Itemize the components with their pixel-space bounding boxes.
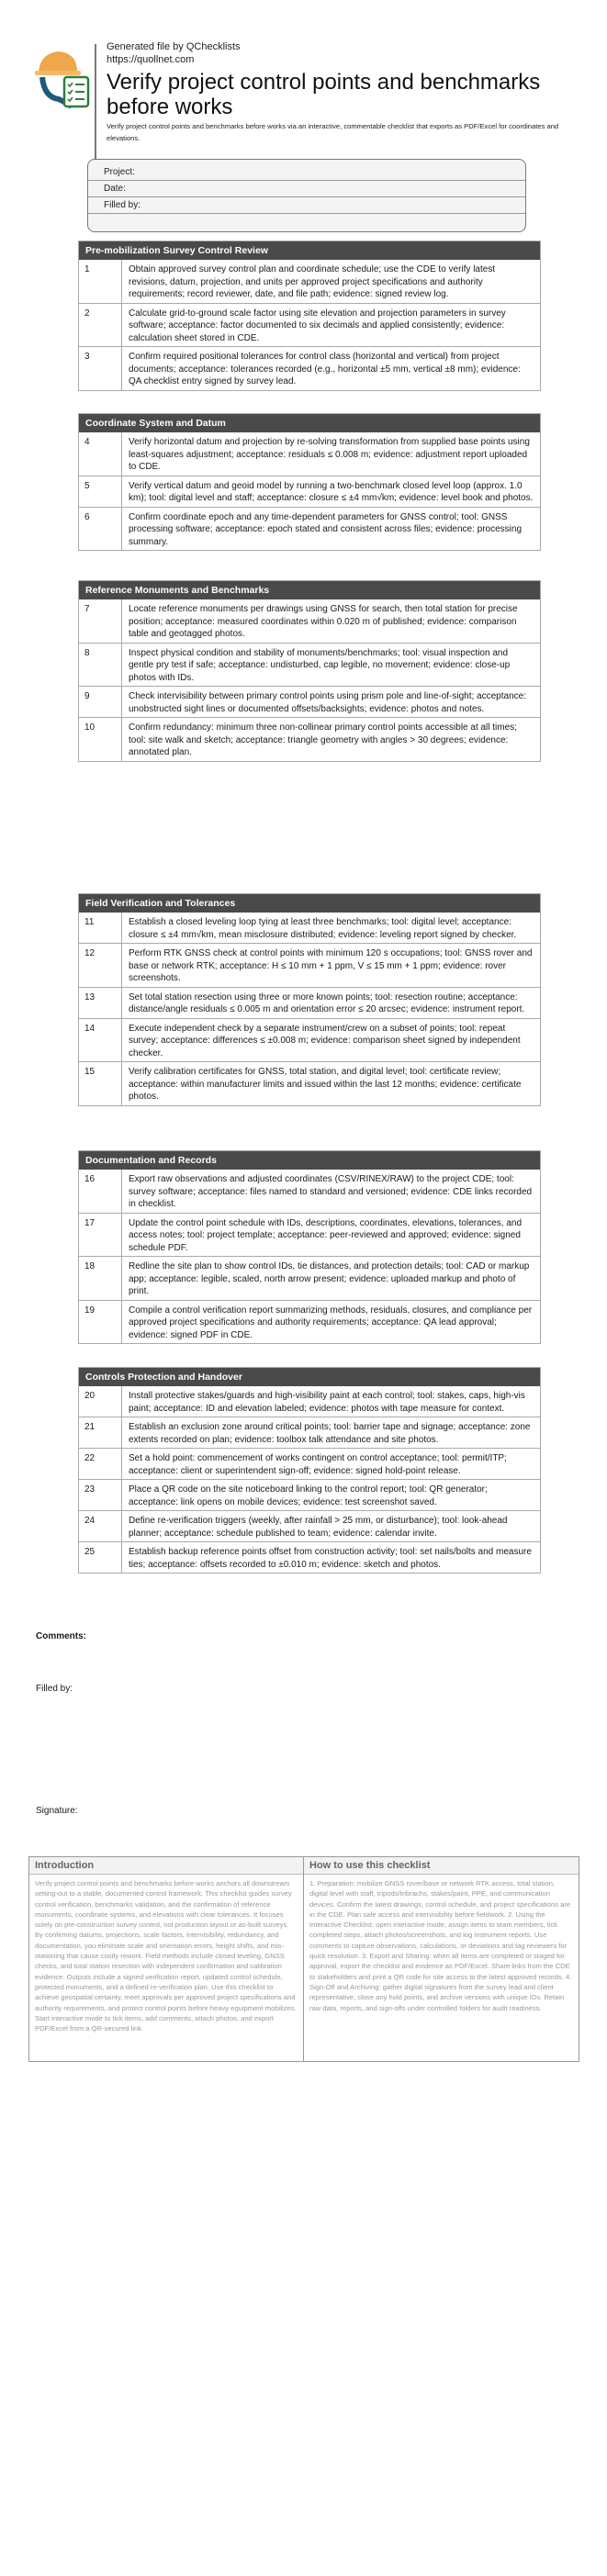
item-text: Obtain approved survey control plan and coordinate schedule; use the CDE to verify latest revisions, datum, projection, and units per approved project specifications and authority requirements; record reviewer, date, and file path; evidence: signed review log. [129,264,496,299]
checklist-item[interactable] [79,643,540,687]
item-number: 2 [79,304,122,347]
item-text: Calculate grid-to-ground scale factor using site elevation and projection parameters in survey software; acceptance: factor documented to six decimals and applied consistently; evidence: calculation sheet stored in CDE. [129,308,506,343]
how-to-body: 1. Preparation: mobilize GNSS rover/base or network RTK access, total station, digital level with staff, tripods/tribrachs, stakes/paint, PPE, and communication devices. Confirm the latest drawings, control schedule, and project specifications are in the CDE. Plan safe access and intervisibility before fieldwork. 2. Using the Interactive Checklist: open interactive mode, assign items to team members, tick completed steps, attach photos/screenshots, and log instrument reports. Use comments to capture observations, calculations, or deviations and tag reviewers for quick resolution. 3. Export and Sharing: when all items are completed or staged for approval, export the checklist and evidence as PDF/Excel. Share links from the CDE to stakeholders and print a QR code for site access to the latest approved records. 4. Sign-Off and Archiving: gather digital signatures from the survey lead and client representative, close any hold points, and archive versions with unique IDs. Retain raw data, reports, and sign-offs under controlled folders for audit readiness. [309,1879,572,2012]
comments-label: Comments: [36,1631,87,1641]
item-text: Establish an exclusion zone around critical points; tool: barrier tape and signage; acceptance: zone extents recorded on plan; evidence: toolbox talk attendance and site photos. [129,1422,531,1445]
checklist-item[interactable] [79,432,540,476]
checklist-item[interactable] [79,686,540,717]
item-number: 18 [79,1257,122,1300]
item-number: 22 [79,1449,122,1479]
checklist-item[interactable] [79,913,540,943]
item-text: Verify calibration certificates for GNSS, total station, and digital level; tool: certificate review; acceptance: within manufacturer limits and issued within the last 12 months; evidence: certificate photos. [129,1067,522,1102]
checklist-section [78,1150,541,1344]
signature-label: Signature: [36,1806,78,1816]
checklist-section [78,241,541,391]
item-number: 20 [79,1386,122,1417]
item-text: Verify vertical datum and geoid model by running a two-benchmark closed level loop (approx. 1.0 km); tool: digital level and staff; acceptance: closure ≤ ±4 mm√km; evidence: level book and photos. [129,480,534,503]
item-text: Confirm coordinate epoch and any time-dependent parameters for GNSS control; tool: GNSS processing software; acceptance: epoch stated and consistent across files; evidence: processing summary. [129,511,523,547]
item-text: Update the control point schedule with IDs, descriptions, coordinates, elevations, tolerances, and access notes; tool: project template; acceptance: peer-reviewed and approved; evidence: signed schedule PDF. [129,1217,523,1253]
hardhat-checklist-logo-icon [31,46,96,110]
source-url-link[interactable]: https://quollnet.com [107,54,195,65]
date-label: Date: [104,184,126,194]
item-number: 11 [79,913,122,943]
checklist-item[interactable] [79,599,540,643]
item-number: 21 [79,1417,122,1448]
checklist-item[interactable] [79,1417,540,1448]
item-text: Export raw observations and adjusted coordinates (CSV/RINEX/RAW) to the project CDE; tool: survey software; acceptance: files named to standard and versioned; evidence: CDE links recorded in checklist. [129,1174,533,1209]
item-text: Place a QR code on the site noticeboard linking to the control report; tool: QR generator; acceptance: link opens on mobile devices; evidence: test screenshot saved. [129,1484,488,1507]
item-number: 5 [79,476,122,507]
item-text: Define re-verification triggers (weekly, after rainfall > 25 mm, or disturbance); tool: look-ahead planner; acceptance: schedule published to team; evidence: calendar invite. [129,1516,508,1539]
info-panel [28,1856,579,2062]
item-number: 15 [79,1062,122,1105]
item-text: Set total station resection using three or more known points; tool: resection routine; acceptance: distance/angle residuals ≤ 0.005 m and orientation error ≤ 20 arcsec; evidence: instrument report. [129,991,525,1014]
item-number: 23 [79,1480,122,1510]
checklist-item[interactable] [79,1479,540,1510]
item-text: Perform RTK GNSS check at control points with minimum 120 s occupations; tool: GNSS rover and base or network RTK; acceptance: H ≤ 10 mm + 1 ppm, V ≤ 15 mm + 1 ppm; evidence: rover screenshots. [129,948,533,983]
introduction-body: Verify project control points and benchmarks before works anchors all downstream setting-out to a stable, documented control framework. This checklist guides survey control verification, benchmarks validation, and the confirmation of reference monuments, coordinate systems, and elevations with clear tolerances. It focuses solely on pre-construction survey control, not production layout or as-built surveys. By confirming datums, projections, scale factors, intervisibility, redundancy, and documentation, you eliminate scale and orientation errors, height shifts, and mis-stationing that cause costly rework. Field methods include closed leveling, GNSS checks, and total station resection with independent confirmation and calibration evidence. Outputs include a signed verification report, updated control schedule, protected monuments, and a defined re-verification plan. Use this checklist to achieve geospatial certainty, meet approvals per approved project specifications and authority requirements, and protect control points before heavy equipment mobilizes. Start interactive mode to tick items, add comments, attach photos, and export PDF/Excel from a QR-secured link. [35,1879,297,2033]
item-number: 7 [79,599,122,643]
item-number: 6 [79,508,122,551]
introduction-column [29,1857,304,2061]
item-number: 1 [79,260,122,303]
page-title: Verify project control points and benchmarks before works [107,70,541,119]
project-field[interactable] [88,164,525,181]
section-title: Reference Monuments and Benchmarks [79,581,540,599]
section-title: Coordinate System and Datum [79,414,540,432]
item-text: Inspect physical condition and stability of monuments/benchmarks; tool: visual inspection and gentle pry test if safe; acceptance: undisturbed, cap legible, no movement; evidence: close-up photos with IDs. [129,647,511,683]
checklist-item[interactable] [79,507,540,551]
filled-by-label: Filled by: [104,200,141,210]
checklist-item[interactable] [79,346,540,390]
item-text: Confirm required positional tolerances for control class (horizontal and vertical) from project documents; acceptance: tolerances recorded (e.g., horizontal ±5 mm, vertical ±8 mm); evidence: QA checklist entry signed by survey lead. [129,352,521,386]
checklist-section [78,413,541,551]
item-text: Set a hold point: commencement of works contingent on control acceptance; tool: permit/ITP; acceptance: client or superintendent sign-off; evidence: signed hold-point release. [129,1453,507,1476]
item-number: 16 [79,1170,122,1213]
document-header [31,40,582,178]
info-fields-box [87,159,526,232]
checklist-item[interactable] [79,1170,540,1213]
project-label: Project: [104,167,135,177]
item-text: Check intervisibility between primary control points using prism pole and line-of-sight; acceptance: unobstructed sight lines or documented offsets/backsights; evidence: photos and notes. [129,691,526,714]
checklist-item[interactable] [79,1386,540,1417]
section-title: Documentation and Records [79,1151,540,1170]
item-text: Install protective stakes/guards and high-visibility paint at each control; tool: stakes, caps, high-vis paint; acceptance: ID and elevation labeled; evidence: photos with tape measure for context. [129,1391,525,1414]
section-title: Pre-mobilization Survey Control Review [79,241,540,260]
checklist-section [78,580,541,762]
checklist-item[interactable] [79,1061,540,1105]
checklist-section [78,893,541,1106]
item-number: 4 [79,432,122,476]
item-number: 12 [79,944,122,987]
checklist-item[interactable] [79,303,540,347]
item-number: 24 [79,1511,122,1541]
checklist-section [78,1367,541,1574]
filled-by-field[interactable] [88,197,525,214]
page-subtitle: Verify project control points and benchmarks before works via an interactive, commentable checklist that exports as PDF/Excel for coordinates and elevations. [107,122,559,142]
checklist-item[interactable] [79,1300,540,1344]
checklist-item[interactable] [79,1256,540,1300]
checklist-item[interactable] [79,1448,540,1479]
checklist-item[interactable] [79,943,540,987]
item-text: Verify horizontal datum and projection by re-solving transformation from supplied base points using least-squares adjustment; acceptance: residuals ≤ 0.008 m; evidence: adjustment report uploaded to CDE. [129,437,530,472]
date-field[interactable] [88,181,525,197]
item-number: 13 [79,988,122,1018]
item-text: Establish backup reference points offset from construction activity; tool: set nails/bolts and measure ties; acceptance: offsets recorded to ±0.010 m; evidence: sketch and photos. [129,1547,532,1570]
item-text: Confirm redundancy: minimum three non-collinear primary control points accessible at all times; tool: site walk and sketch; acceptance: triangle geometry with angles > 30 degrees; evidence: annotated plan. [129,722,517,757]
checklist-item[interactable] [79,476,540,507]
checklist-item[interactable] [79,1018,540,1062]
item-text: Locate reference monuments per drawings using GNSS for search, then total station for precise position; acceptance: measured coordinates within 0.020 m of published; evidence: comparison table and geotagged photos. [129,604,518,639]
section-title: Controls Protection and Handover [79,1368,540,1386]
section-title: Field Verification and Tolerances [79,894,540,913]
item-number: 9 [79,687,122,717]
item-number: 3 [79,347,122,390]
how-to-title: How to use this checklist [304,1857,579,1875]
checklist-item[interactable] [79,717,540,761]
filled-by-footer-label: Filled by: [36,1684,73,1694]
item-number: 8 [79,644,122,687]
introduction-title: Introduction [29,1857,303,1875]
checklist-item[interactable] [79,1213,540,1257]
checklist-item[interactable] [79,987,540,1018]
item-number: 25 [79,1542,122,1573]
checklist-item[interactable] [79,1510,540,1541]
how-to-column [304,1857,579,2061]
item-number: 19 [79,1301,122,1344]
generated-by-text: Generated file by QChecklists [107,41,241,52]
item-number: 14 [79,1019,122,1062]
checklist-item[interactable] [79,260,540,303]
item-text: Establish a closed leveling loop tying at least three benchmarks; tool: digital level; acceptance: closure ≤ ±4 mm√km, mean misclosure distributed; evidence: leveling report signed by checker. [129,917,517,940]
item-text: Execute independent check by a separate instrument/crew on a subset of points; tool: repeat survey; acceptance: differences ≤ ±0.008 m; evidence: comparison sheet signed by independent checker. [129,1023,521,1058]
item-number: 10 [79,718,122,761]
item-text: Compile a control verification report summarizing methods, residuals, closures, and compliance per approved project specifications and authority requirements; acceptance: QA lead approval; evidence: signed PDF in CDE. [129,1305,533,1340]
checklist-item[interactable] [79,1541,540,1573]
item-text: Redline the site plan to show control IDs, tie distances, and protection details; tool: CAD or markup app; acceptance: legible, scaled, north arrow present; evidence: uploaded markup and photo of print. [129,1261,530,1296]
item-number: 17 [79,1214,122,1257]
